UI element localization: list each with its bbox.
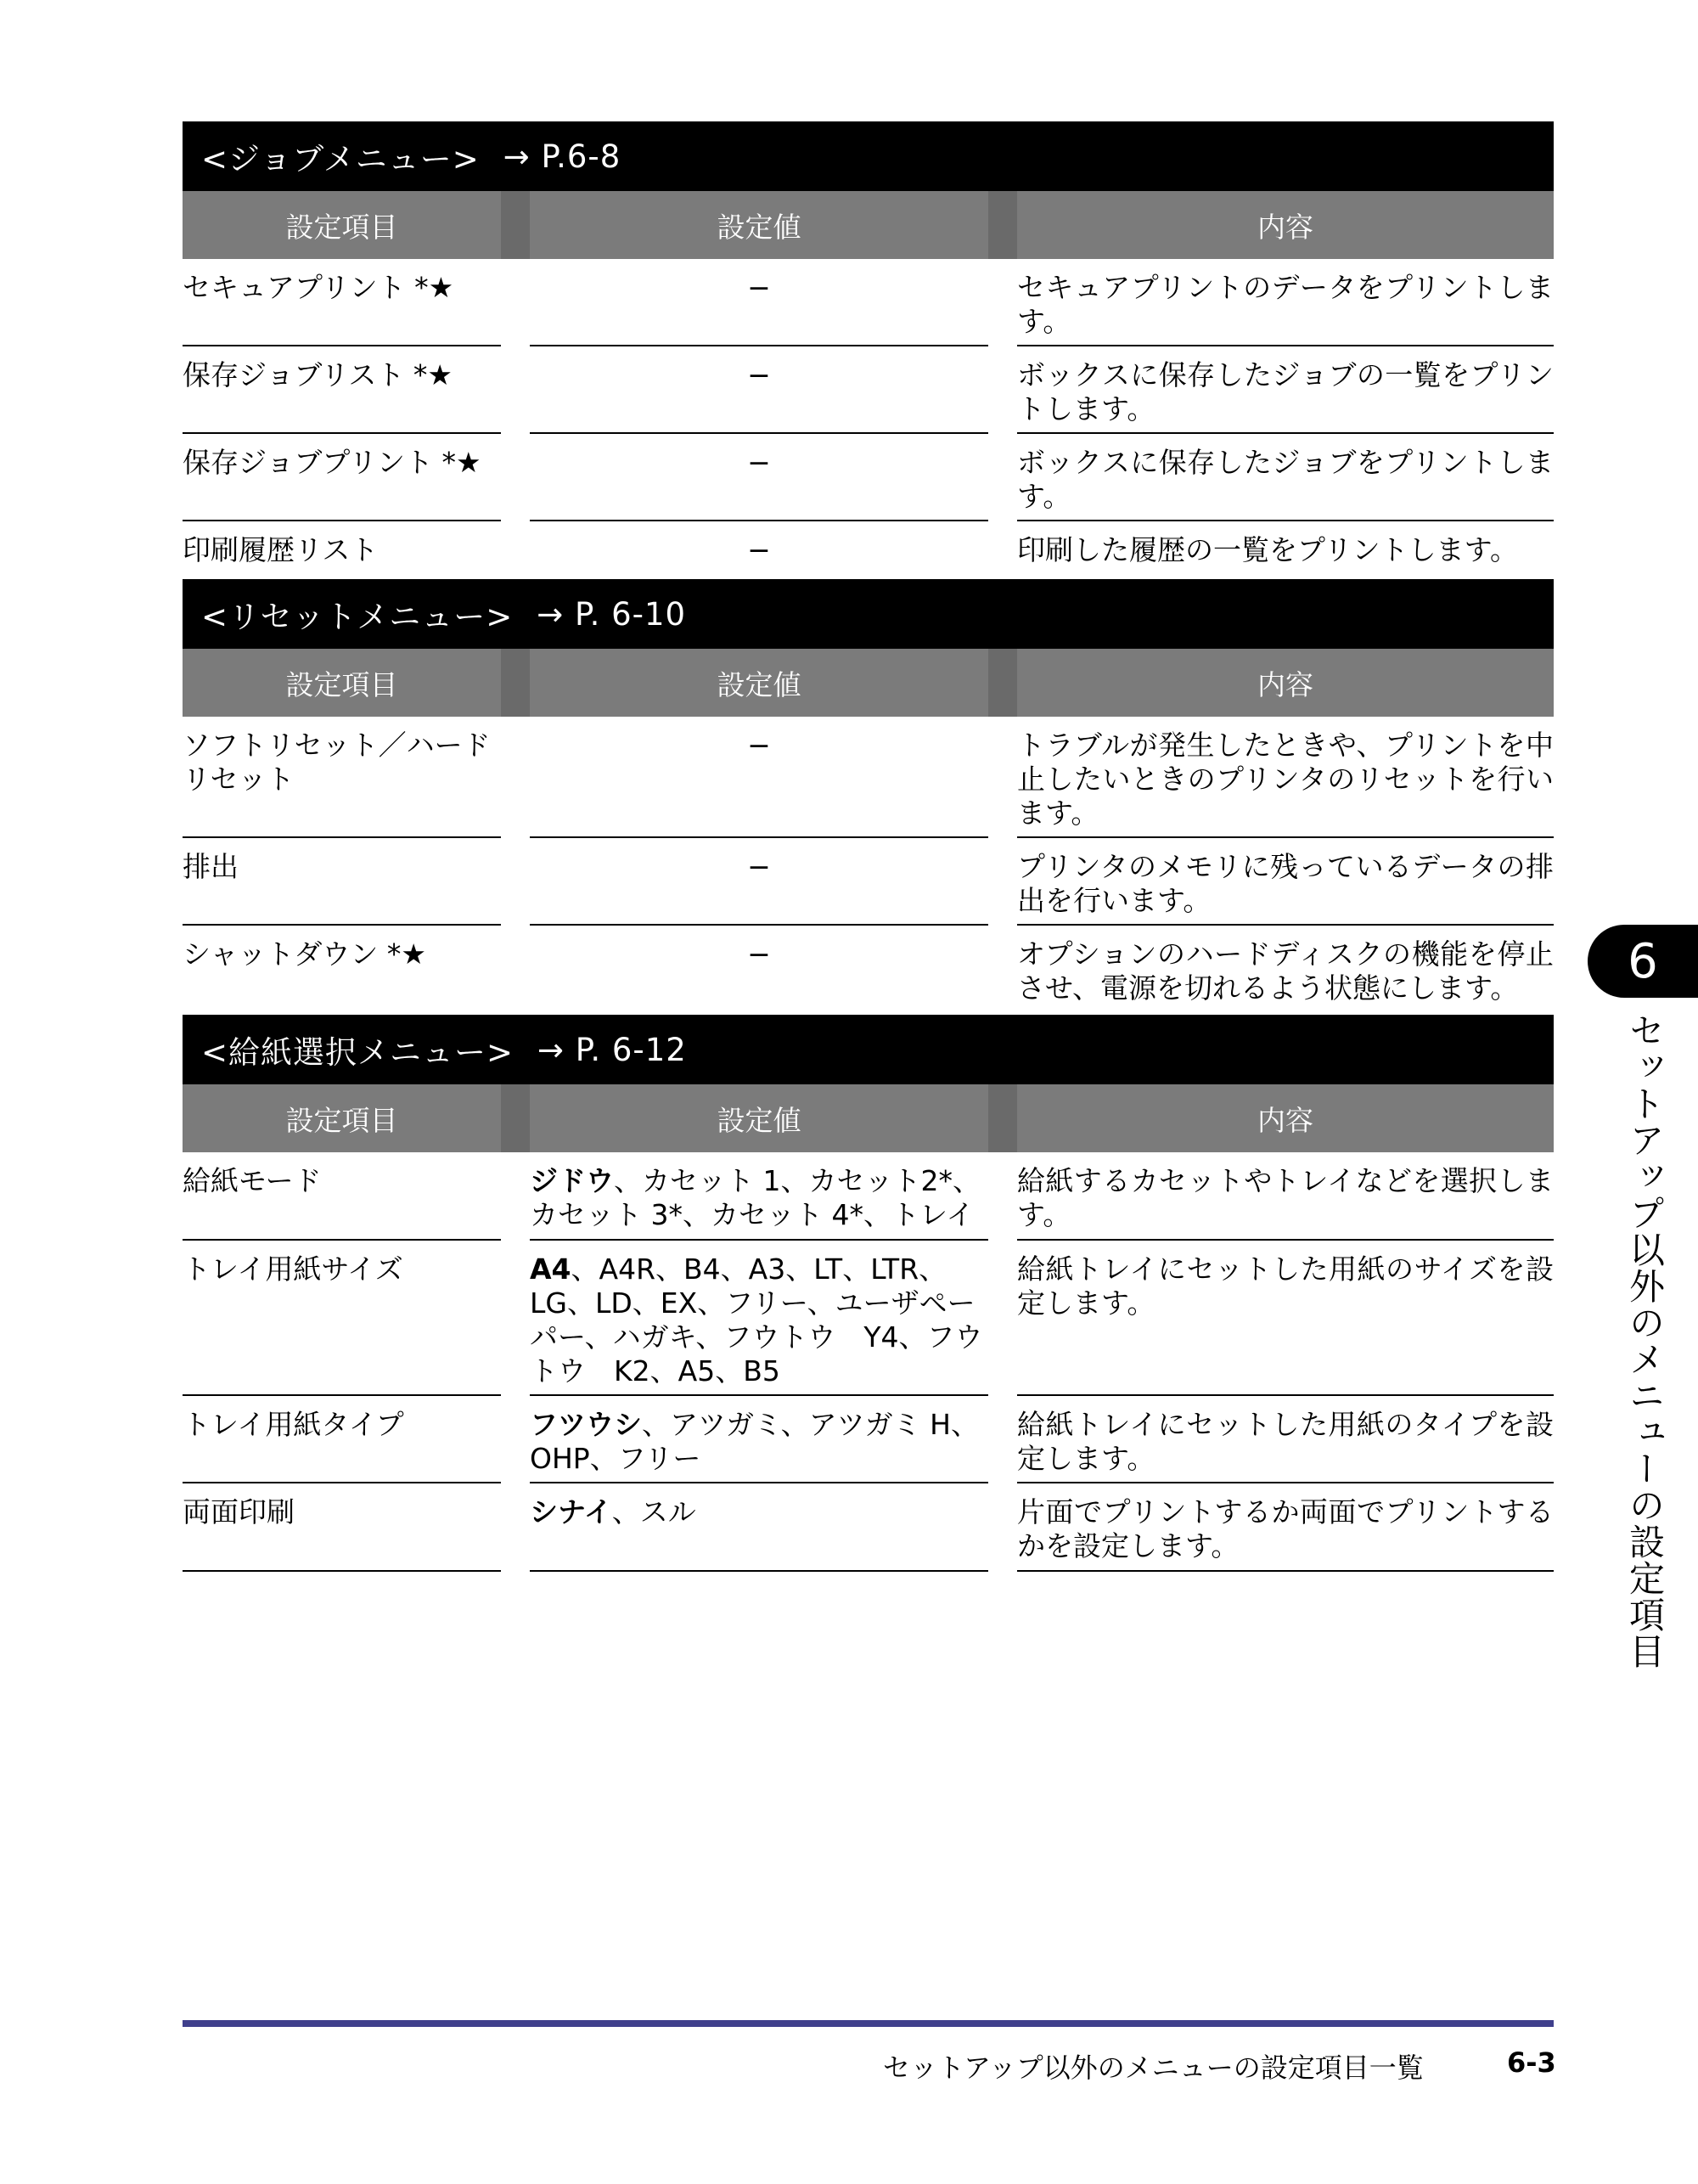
chapter-tab: 6 [1588, 925, 1698, 998]
setting-item: 保存ジョブプリント *★ [183, 434, 501, 521]
page-reference: → P.6-8 [503, 138, 621, 175]
default-value: ジドウ [530, 1164, 614, 1197]
table-row [183, 1396, 1554, 1483]
section-title [183, 121, 1554, 191]
header-divider [501, 649, 530, 717]
default-value: A4 [530, 1252, 571, 1286]
setting-description: 片面でプリントするか両面でプリントするかを設定します。 [1017, 1483, 1554, 1572]
section-title-text: <給紙選択メニュー> [201, 1034, 514, 1071]
setting-value: − [747, 937, 771, 971]
setting-item: 給紙モード [183, 1152, 501, 1241]
setting-value: − [530, 434, 988, 521]
table-header [183, 649, 1554, 717]
header-item: 設定項目 [285, 210, 398, 244]
page-reference: → P. 6-10 [537, 595, 687, 633]
setting-item: 印刷履歴リスト [183, 533, 379, 566]
setting-description: ボックスに保存したジョブをプリントします。 [1017, 434, 1554, 521]
footer-title: セットアップ以外のメニューの設定項目一覧 [883, 2052, 1424, 2084]
page-reference: → P. 6-12 [537, 1031, 687, 1068]
table-header [183, 1084, 1554, 1152]
setting-value: − [530, 717, 988, 838]
reset-menu-section [183, 579, 1554, 1015]
table-row [183, 926, 1554, 1015]
setting-value: − [747, 533, 771, 566]
table-row [183, 838, 1554, 926]
default-value: フツウシ [530, 1408, 642, 1441]
table-row [183, 521, 1554, 579]
section-title [183, 1015, 1554, 1084]
setting-item: 排出 [183, 838, 501, 926]
page-number: 6-3 [1507, 2046, 1556, 2079]
setting-item: シャットダウン *★ [183, 937, 426, 971]
setting-value: ジドウ、カセット 1、カセット2*、カセット 3*、カセット 4*、トレイ [530, 1152, 988, 1241]
setting-item: ソフトリセット／ハードリセット [183, 717, 501, 838]
setting-description: セキュアプリントのデータをプリントします。 [1017, 259, 1554, 346]
setting-value: − [530, 838, 988, 926]
default-value: シナイ [530, 1495, 612, 1528]
setting-description: ボックスに保存したジョブの一覧をプリントします。 [1017, 346, 1554, 434]
header-divider [988, 649, 1017, 717]
setting-item: 両面印刷 [183, 1483, 501, 1572]
setting-description: プリンタのメモリに残っているデータの排出を行います。 [1017, 838, 1554, 926]
setting-item: トレイ用紙タイプ [183, 1396, 501, 1483]
header-item: 設定項目 [285, 1103, 398, 1137]
job-menu-section [183, 121, 1554, 579]
header-divider [988, 191, 1017, 259]
setting-item: トレイ用紙サイズ [183, 1241, 501, 1396]
setting-value: A4、A4R、B4、A3、LT、LTR、LG、LD、EX、フリー、ユーザペーパー、ハガキ、フウトウ Y4、フウトウ K2、A5、B5 [530, 1241, 988, 1396]
setting-item: 保存ジョブリスト *★ [183, 346, 501, 434]
header-divider [988, 1084, 1017, 1152]
setting-value: − [530, 259, 988, 346]
table-row [183, 434, 1554, 521]
table-row [183, 1483, 1554, 1572]
table-row [183, 1152, 1554, 1241]
setting-value: − [530, 346, 988, 434]
section-title-text: <ジョブメニュー> [201, 141, 480, 177]
setting-item: セキュアプリント *★ [183, 259, 501, 346]
chapter-label: セットアップ以外のメニューの設定項目 [1624, 1012, 1666, 1669]
table-row [183, 717, 1554, 838]
paper-source-menu-section [183, 1015, 1554, 1572]
setting-description: 給紙トレイにセットした用紙のタイプを設定します。 [1017, 1396, 1554, 1483]
header-desc: 内容 [1257, 210, 1313, 244]
setting-value: フツウシ、アツガミ、アツガミ H、OHP、フリー [530, 1396, 988, 1483]
table-row [183, 259, 1554, 346]
setting-value: シナイ、スル [530, 1483, 988, 1572]
header-desc: 内容 [1257, 1103, 1313, 1137]
header-divider [501, 191, 530, 259]
setting-description: 給紙トレイにセットした用紙のサイズを設定します。 [1017, 1241, 1554, 1396]
table-row [183, 346, 1554, 434]
section-title-text: <リセットメニュー> [201, 599, 514, 635]
footer-rule [183, 2020, 1554, 2027]
header-value: 設定値 [717, 1103, 801, 1137]
setting-description: 給紙するカセットやトレイなどを選択します。 [1017, 1152, 1554, 1241]
section-title [183, 579, 1554, 649]
header-value: 設定値 [717, 210, 801, 244]
setting-description: 印刷した履歴の一覧をプリントします。 [1017, 533, 1519, 566]
header-item: 設定項目 [285, 667, 398, 701]
header-value: 設定値 [717, 667, 801, 701]
header-desc: 内容 [1257, 667, 1313, 701]
table-header [183, 191, 1554, 259]
settings-content [183, 121, 1554, 1572]
setting-description: トラブルが発生したときや、プリントを中止したいときのプリンタのリセットを行います。 [1017, 717, 1554, 838]
table-row [183, 1241, 1554, 1396]
header-divider [501, 1084, 530, 1152]
setting-description: オプションのハードディスクの機能を停止させ、電源を切れるよう状態にします。 [1017, 937, 1554, 1005]
